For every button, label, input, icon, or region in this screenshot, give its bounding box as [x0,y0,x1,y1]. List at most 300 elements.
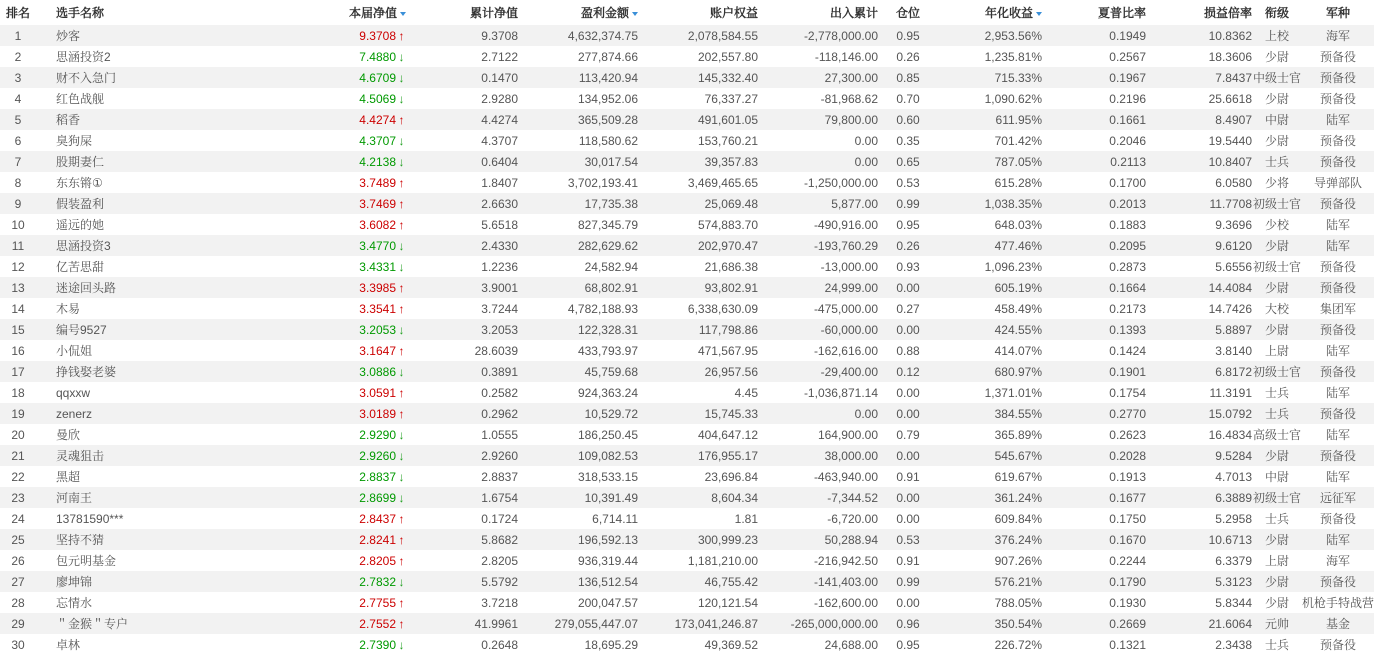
column-header-name [36,0,156,25]
cell-name[interactable]: 股期妻仁 [56,155,105,169]
week-nav-value: 4.2138 [359,154,396,169]
cell-grade: 少尉 [1264,596,1289,610]
cell-grade: 上校 [1264,29,1289,43]
cell-pl-ratio: 6.3379 [1215,553,1252,568]
cell-position: 0.00 [896,280,920,295]
cell-cum-nav: 28.6039 [474,343,518,358]
cell-sharpe: 0.1670 [1109,532,1146,547]
cell-week-nav [156,613,410,634]
cell-pl-ratio: 4.7013 [1215,469,1252,484]
cell-position: 0.95 [896,28,920,43]
column-header-cum-nav [410,0,518,25]
cell-annual: 907.26% [994,553,1042,568]
week-nav-value: 3.0189 [359,406,396,421]
column-header-sharpe [1042,0,1146,25]
column-header-pl-ratio [1146,0,1252,25]
cell-branch: 海军 [1325,554,1350,568]
table-row[interactable] [0,298,1374,319]
cell-name[interactable]: 编号9527 [56,323,107,337]
week-nav-value: 3.4770 [359,238,396,253]
cell-week-nav [156,277,410,298]
cell-name[interactable]: 曼欣 [56,428,81,442]
cell-profit: 3,702,193.41 [567,175,638,190]
cell-equity: 3,469,465.65 [687,175,758,190]
cell-equity: 39,357.83 [704,154,758,169]
cell-rank: 10 [11,217,25,232]
cell-inout: 38,000.00 [824,448,878,463]
cell-grade: 元帅 [1264,617,1289,631]
cell-week-nav [156,151,410,172]
cell-equity: 491,601.05 [697,112,758,127]
column-header-label: 仓位 [895,6,920,20]
cell-inout: 24,688.00 [824,637,878,652]
week-nav-value: 2.8699 [359,490,396,505]
cell-position: 0.27 [896,301,920,316]
table-row[interactable] [0,67,1374,88]
column-header-position [878,0,938,25]
column-header-label: 盈利金额 [580,6,629,20]
cell-inout: -81,968.62 [820,91,878,106]
cell-name[interactable]: 迷途回头路 [56,281,117,295]
table-row[interactable] [0,235,1374,256]
table-body [0,25,1374,655]
week-nav-value: 4.5069 [359,91,396,106]
column-header-profit[interactable] [518,0,638,25]
arrow-up-icon: ↑ [398,406,405,421]
cell-position: 0.79 [896,427,920,442]
cell-branch: 预备役 [1319,155,1356,169]
table-row[interactable] [0,571,1374,592]
cell-profit: 924,363.24 [577,385,638,400]
cell-name[interactable]: 坚持不猜 [56,533,105,547]
cell-week-nav [156,25,410,46]
cell-pl-ratio: 21.6064 [1208,616,1252,631]
week-nav-value: 2.9260 [359,448,396,463]
cell-name[interactable]: 挣钱娶老婆 [56,365,117,379]
sort-desc-icon[interactable] [1036,12,1042,16]
cell-profit: 433,793.97 [577,343,638,358]
cell-position: 0.93 [896,259,920,274]
cell-week-nav [156,193,410,214]
cell-annual: 576.21% [994,574,1042,589]
cell-inout: -216,942.50 [813,553,878,568]
cell-pl-ratio: 6.3889 [1215,490,1252,505]
cell-grade: 士兵 [1264,386,1289,400]
cell-pl-ratio: 6.8172 [1215,364,1252,379]
column-header-label: 军种 [1325,6,1350,20]
cell-branch: 预备役 [1319,365,1356,379]
cell-annual: 715.33% [994,70,1042,85]
column-header-week-nav[interactable] [156,0,410,25]
table-row[interactable] [0,193,1374,214]
week-nav-value: 2.8205 [359,553,396,568]
cell-rank: 29 [11,616,25,631]
cell-inout: 50,288.94 [824,532,878,547]
cell-position: 0.95 [896,637,920,652]
week-nav-value: 4.6709 [359,70,396,85]
cell-week-nav [156,109,410,130]
cell-inout: -118,146.00 [814,49,878,64]
cell-name[interactable]: 亿苦思甜 [56,260,105,274]
cell-inout: -13,000.00 [820,259,878,274]
cell-grade: 少尉 [1264,92,1289,106]
cell-grade: 初级士官 [1252,491,1301,505]
cell-cum-nav: 4.3707 [481,133,518,148]
table-row[interactable] [0,613,1374,634]
cell-annual: 605.19% [994,280,1042,295]
column-header-label: 本届净值 [348,6,397,20]
cell-name[interactable]: 思涵投资2 [56,50,111,64]
column-header-label: 衔级 [1264,6,1289,20]
week-nav-value: 2.8241 [359,532,396,547]
cell-cum-nav: 0.3891 [481,364,518,379]
arrow-down-icon: ↓ [398,637,405,652]
cell-profit: 24,582.94 [584,259,638,274]
arrow-down-icon: ↓ [398,574,405,589]
cell-cum-nav: 3.9001 [481,280,518,295]
cell-profit: 186,250.45 [577,427,638,442]
cell-name[interactable]: 忘情水 [56,596,93,610]
column-header-branch [1302,0,1374,25]
cell-rank: 4 [14,91,22,106]
cell-cum-nav: 1.2236 [481,259,518,274]
cell-name[interactable]: qqxxw [56,385,91,400]
cell-week-nav [156,298,410,319]
table-row[interactable] [0,172,1374,193]
week-nav-value: 3.3541 [359,301,396,316]
cell-name[interactable]: ＂金猴＂专户 [56,617,129,631]
cell-equity: 1.81 [734,511,758,526]
cell-week-nav [156,88,410,109]
cell-position: 0.00 [896,385,920,400]
cell-annual: 648.03% [994,217,1042,232]
cell-position: 0.00 [896,595,920,610]
table-row[interactable] [0,88,1374,109]
cell-sharpe: 0.1967 [1109,70,1146,85]
week-nav-value: 2.9290 [359,427,396,442]
cell-annual: 615.28% [994,175,1042,190]
cell-branch: 基金 [1325,617,1350,631]
table-row[interactable] [0,445,1374,466]
cell-equity: 300,999.23 [697,532,758,547]
cell-sharpe: 0.2028 [1109,448,1146,463]
column-header-rank [0,0,36,25]
cell-branch: 预备役 [1319,575,1356,589]
table-row[interactable] [0,487,1374,508]
cell-branch: 预备役 [1319,449,1356,463]
sort-desc-icon[interactable] [632,12,638,16]
week-nav-value: 3.0591 [359,385,396,400]
table-row[interactable] [0,403,1374,424]
cell-name[interactable]: 遥远的她 [56,218,105,232]
cell-pl-ratio: 10.6713 [1208,532,1252,547]
cell-profit: 10,391.49 [584,490,638,505]
arrow-up-icon: ↑ [398,112,405,127]
table-row[interactable] [0,550,1374,571]
cell-position: 0.99 [896,196,920,211]
cell-position: 0.12 [896,364,920,379]
cell-week-nav [156,361,410,382]
header-row [0,0,1374,25]
cell-annual: 424.55% [994,322,1042,337]
table-row[interactable] [0,634,1374,655]
sort-desc-icon[interactable] [400,12,406,16]
cell-rank: 2 [14,49,22,64]
cell-pl-ratio: 9.3696 [1215,217,1252,232]
cell-position: 0.70 [896,91,920,106]
table-row[interactable] [0,109,1374,130]
cell-week-nav [156,403,410,424]
cell-cum-nav: 0.1724 [481,511,518,526]
cell-equity: 202,557.80 [697,49,758,64]
cell-sharpe: 0.1750 [1109,511,1146,526]
cell-pl-ratio: 5.2958 [1215,511,1252,526]
cell-equity: 471,567.95 [697,343,758,358]
cell-name[interactable]: 东东锵① [56,176,103,190]
cell-cum-nav: 4.4274 [481,112,518,127]
table-row[interactable] [0,361,1374,382]
cell-annual: 680.97% [994,364,1042,379]
cell-inout: -141,403.00 [813,574,878,589]
cell-annual: 361.24% [994,490,1042,505]
cell-rank: 7 [14,154,22,169]
cell-annual: 1,371.01% [984,385,1042,400]
cell-week-nav [156,445,410,466]
cell-annual: 609.84% [994,511,1042,526]
cell-sharpe: 0.1754 [1109,385,1146,400]
cell-profit: 17,735.38 [584,196,638,211]
cell-rank: 27 [11,574,25,589]
cell-cum-nav: 2.9280 [481,91,518,106]
cell-rank: 8 [14,175,22,190]
cell-name[interactable]: 廖坤锦 [56,575,93,589]
cell-equity: 26,957.56 [704,364,758,379]
arrow-down-icon: ↓ [398,490,405,505]
arrow-up-icon: ↑ [398,616,405,631]
cell-week-nav [156,256,410,277]
cell-profit: 18,695.29 [584,637,638,652]
cell-name[interactable]: 包元明基金 [56,554,117,568]
cell-inout: -162,616.00 [813,343,878,358]
cell-equity: 15,745.33 [704,406,758,421]
cell-equity: 21,686.38 [704,259,758,274]
cell-branch: 陆军 [1325,239,1350,253]
cell-rank: 14 [11,301,25,316]
week-nav-value: 3.7489 [359,175,396,190]
cell-profit: 113,420.94 [578,70,638,85]
cell-branch: 预备役 [1319,134,1356,148]
cell-branch: 预备役 [1319,92,1356,106]
cell-name[interactable]: 卓林 [56,638,81,652]
cell-name[interactable]: 红色战舰 [56,92,105,106]
cell-name[interactable]: zenerz [56,406,93,421]
cell-sharpe: 0.2046 [1109,133,1146,148]
cell-equity: 25,069.48 [704,196,758,211]
table-row[interactable] [0,25,1374,46]
cell-inout: -193,760.29 [813,238,878,253]
cell-name[interactable]: 财不入急门 [56,71,117,85]
cell-week-nav [156,424,410,445]
cell-name[interactable]: 黑超 [56,470,81,484]
cell-equity: 120,121.54 [697,595,758,610]
cell-profit: 122,328.31 [577,322,638,337]
cell-annual: 2,953.56% [984,28,1042,43]
cell-inout: 0.00 [854,133,878,148]
cell-annual: 787.05% [994,154,1042,169]
cell-rank: 6 [14,133,22,148]
cell-pl-ratio: 3.8140 [1215,343,1252,358]
arrow-up-icon: ↑ [398,301,405,316]
cell-profit: 277,874.66 [577,49,638,64]
table-row[interactable] [0,382,1374,403]
arrow-down-icon: ↓ [398,469,405,484]
cell-position: 0.00 [896,448,920,463]
cell-grade: 初级士官 [1252,365,1301,379]
cell-profit: 4,782,188.93 [567,301,638,316]
cell-annual: 384.55% [994,406,1042,421]
cell-cum-nav: 3.2053 [481,322,518,337]
cell-pl-ratio: 2.3438 [1215,637,1252,652]
cell-sharpe: 0.1321 [1109,637,1146,652]
cell-grade: 中尉 [1264,470,1289,484]
week-nav-value: 3.0886 [359,364,396,379]
cell-profit: 109,082.53 [577,448,638,463]
cell-rank: 11 [11,238,25,253]
table-row[interactable] [0,151,1374,172]
cell-position: 0.00 [896,406,920,421]
cell-grade: 上尉 [1264,554,1289,568]
cell-annual: 1,038.35% [984,196,1042,211]
cell-equity: 173,041,246.87 [674,616,758,631]
cell-cum-nav: 5.8682 [481,532,518,547]
cell-branch: 陆军 [1325,428,1350,442]
cell-rank: 28 [11,595,25,610]
table-row[interactable] [0,466,1374,487]
cell-cum-nav: 5.6518 [481,217,518,232]
cell-cum-nav: 0.2962 [481,406,518,421]
cell-profit: 134,952.06 [577,91,638,106]
cell-pl-ratio: 5.8344 [1215,595,1252,610]
cell-branch: 预备役 [1319,512,1356,526]
week-nav-value: 2.8437 [359,511,396,526]
cell-cum-nav: 2.9260 [481,448,518,463]
cell-grade: 大校 [1264,302,1289,316]
cell-week-nav [156,67,410,88]
cell-name[interactable]: 臭狗屎 [56,134,93,148]
cell-rank: 16 [11,343,25,358]
table-row[interactable] [0,340,1374,361]
cell-equity: 6,338,630.09 [687,301,758,316]
cell-name[interactable]: 假装盈利 [56,197,105,211]
cell-rank: 9 [14,196,22,211]
table-row[interactable] [0,508,1374,529]
cell-grade: 初级士官 [1252,197,1301,211]
cell-profit: 4,632,374.75 [567,28,638,43]
cell-grade: 少尉 [1264,239,1289,253]
cell-name[interactable]: 13781590*** [56,511,124,526]
table-row[interactable] [0,319,1374,340]
cell-name[interactable]: 思涵投资3 [56,239,111,253]
cell-profit: 318,533.15 [577,469,638,484]
cell-position: 0.60 [896,112,920,127]
cell-pl-ratio: 7.8437 [1215,70,1252,85]
cell-rank: 17 [11,364,25,379]
table-row[interactable] [0,424,1374,445]
cell-sharpe: 0.1700 [1109,175,1146,190]
cell-pl-ratio: 25.6618 [1208,91,1252,106]
table-row[interactable] [0,277,1374,298]
cell-annual: 1,090.62% [984,91,1042,106]
table-row[interactable] [0,46,1374,67]
cell-name[interactable]: 木易 [56,302,81,316]
cell-pl-ratio: 15.0792 [1208,406,1252,421]
cell-grade: 少尉 [1264,449,1289,463]
table-header [0,0,1374,25]
cell-branch: 预备役 [1319,407,1356,421]
cell-branch: 陆军 [1325,344,1350,358]
cell-rank: 5 [14,112,22,127]
cell-inout: 164,900.00 [817,427,878,442]
cell-position: 0.65 [896,154,920,169]
cell-name[interactable]: 灵魂狙击 [56,449,105,463]
cell-annual: 1,235.81% [984,49,1042,64]
cell-sharpe: 0.1661 [1109,112,1146,127]
cell-branch: 机枪手特战营 [1302,596,1374,610]
cell-sharpe: 0.2567 [1109,49,1146,64]
cell-branch: 陆军 [1325,533,1350,547]
table-row[interactable] [0,214,1374,235]
cell-week-nav [156,529,410,550]
cell-name[interactable]: 炒客 [56,29,81,43]
cell-equity: 117,798.86 [698,322,758,337]
cell-name[interactable]: 河南王 [56,491,93,505]
cell-branch: 预备役 [1319,260,1356,274]
cell-branch: 陆军 [1325,218,1350,232]
arrow-up-icon: ↑ [398,385,405,400]
cell-rank: 23 [11,490,25,505]
cell-week-nav [156,172,410,193]
arrow-down-icon: ↓ [398,238,405,253]
table-row[interactable] [0,529,1374,550]
cell-name[interactable]: 小侃姐 [56,344,93,358]
cell-profit: 200,047.57 [577,595,638,610]
arrow-down-icon: ↓ [398,448,405,463]
cell-equity: 145,332.40 [697,70,758,85]
cell-annual: 376.24% [994,532,1042,547]
cell-name[interactable]: 稻香 [56,113,81,127]
cell-profit: 68,802.91 [584,280,638,295]
cell-rank: 30 [11,637,25,652]
table-row[interactable] [0,256,1374,277]
cell-cum-nav: 2.7122 [481,49,518,64]
cell-equity: 23,696.84 [704,469,758,484]
cell-week-nav [156,214,410,235]
table-row[interactable] [0,130,1374,151]
cell-profit: 136,512.54 [577,574,638,589]
arrow-up-icon: ↑ [398,595,405,610]
cell-inout: -475,000.00 [813,301,878,316]
table-row[interactable] [0,592,1374,613]
cell-week-nav [156,466,410,487]
cell-grade: 少将 [1264,176,1289,190]
week-nav-value: 3.7469 [359,196,396,211]
cell-branch: 海军 [1325,29,1350,43]
column-header-annual[interactable] [938,0,1042,25]
cell-position: 0.00 [896,322,920,337]
cell-sharpe: 0.2669 [1109,616,1146,631]
cell-annual: 1,096.23% [984,259,1042,274]
cell-equity: 153,760.21 [697,133,758,148]
